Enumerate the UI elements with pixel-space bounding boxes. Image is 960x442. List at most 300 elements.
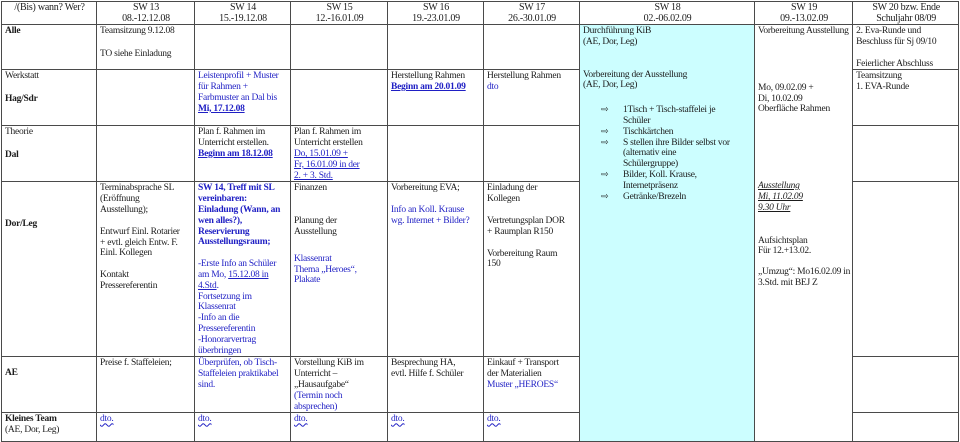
column-header — [97, 2, 195, 25]
paragraph — [5, 150, 94, 161]
paragraph — [294, 369, 385, 380]
text-run: Tischkärtchen — [623, 126, 674, 137]
text-run: Preise f. Staffeleien; — [100, 358, 172, 369]
text-run: (Eröffnung — [100, 194, 140, 205]
text-run: Überprüfen, ob Tisch- — [198, 358, 277, 369]
text-run: Vorbereitung EVA; — [391, 183, 460, 194]
paragraph — [487, 183, 577, 194]
paragraph — [198, 259, 288, 270]
bullet-text — [623, 105, 715, 116]
paragraph — [758, 94, 850, 105]
paragraph — [487, 249, 577, 260]
text-run: Teamsitzung — [856, 71, 902, 82]
paragraph — [487, 369, 577, 380]
text-run: Ausstellung); — [100, 204, 148, 215]
paragraph — [487, 216, 577, 227]
paragraph — [198, 104, 288, 115]
column-header-line1: /(Bis) wann? Wer? — [14, 2, 85, 13]
text-run: überbringen — [198, 345, 242, 356]
paragraph — [100, 270, 192, 281]
paragraph — [294, 216, 385, 227]
paragraph — [198, 216, 288, 227]
text-run: (AE, Dor, Leg) — [583, 80, 638, 91]
text-run: Muster „HEROES“ — [487, 379, 558, 390]
text-run: Getränke/Brezeln — [623, 191, 686, 202]
text-run: Vorbereitung der Ausstellung — [583, 69, 688, 80]
text-run: sind. — [198, 379, 215, 390]
paragraph — [100, 26, 192, 37]
paragraph — [487, 380, 577, 391]
table-cell — [291, 25, 388, 70]
row-label-alle — [2, 25, 97, 70]
paragraph — [391, 205, 481, 216]
paragraph — [198, 237, 288, 248]
paragraph — [583, 26, 752, 37]
text-run: . — [216, 280, 219, 291]
text-run: Dor/Leg — [5, 219, 38, 230]
paragraph — [856, 26, 956, 37]
column-header-line2: 19.-23.01.09 — [412, 12, 460, 24]
text-run: Pressereferentin — [198, 323, 256, 334]
paragraph — [198, 138, 288, 149]
paragraph — [198, 324, 288, 335]
text-run: wen alles?), — [198, 215, 242, 226]
text-run: Farbmuster an Dal bis — [198, 92, 277, 103]
column-header-line2: 08.-12.12.08 — [122, 12, 170, 24]
text-run: Vorbereitung Ausstellung — [758, 26, 849, 36]
text-run: 1Tisch + Tisch-staffelei je — [623, 105, 716, 116]
paragraph — [5, 425, 94, 436]
text-run: evtl. Hilfe f. Schüler — [391, 369, 464, 380]
text-run: -Erste Info an Schüler — [198, 259, 277, 270]
column-header-line2: 02.-06.02.09 — [643, 12, 692, 24]
row-label-ae — [2, 357, 97, 413]
table-cell — [291, 357, 388, 413]
text-run: Herstellung Rahmen — [391, 71, 465, 82]
table-cell — [291, 70, 388, 126]
table-cell — [97, 126, 195, 182]
text-run: Alle — [5, 26, 21, 36]
text-run: Mo, 09.02.09 + — [758, 82, 814, 93]
text-run: Fr, 16.01.09 in der — [294, 159, 360, 170]
paragraph — [856, 59, 956, 70]
paragraph — [198, 313, 288, 324]
column-header — [388, 2, 484, 25]
text-run: Vorstellung KiB im — [294, 358, 364, 369]
table-cell — [853, 182, 959, 357]
paragraph — [294, 138, 385, 149]
text-run: S stellen ihre Bilder selbst vor — [623, 137, 730, 148]
column-header — [580, 2, 755, 25]
paragraph — [391, 358, 481, 369]
column-header — [291, 2, 388, 25]
column-header-line1: SW 14 — [229, 2, 257, 13]
column-header-line1: SW 16 — [422, 2, 450, 13]
paragraph — [198, 205, 288, 216]
arrow-right-icon: ⇨ — [601, 105, 609, 116]
text-run: „Umzug“: Mo16.02.09 in — [758, 267, 851, 278]
table-cell — [484, 70, 580, 126]
paragraph — [758, 246, 850, 257]
paragraph — [294, 127, 385, 138]
paragraph — [294, 265, 385, 276]
text-run: + evtl. gleich Entw. F. — [100, 237, 178, 248]
text-run: für Rahmen + — [198, 82, 248, 93]
column-header-line1: SW 17 — [518, 2, 546, 13]
text-run: Besprechung HA, — [391, 358, 456, 369]
paragraph — [294, 402, 385, 413]
table-cell — [484, 126, 580, 182]
paragraph — [487, 71, 577, 82]
column-header — [755, 2, 853, 25]
paragraph — [5, 71, 94, 82]
text-run: Thema „Heroes“, — [294, 264, 357, 275]
paragraph — [758, 278, 850, 289]
table-cell — [97, 357, 195, 413]
text-run: (AE, Dor, Leg) — [583, 36, 638, 47]
paragraph — [487, 259, 577, 270]
paragraph — [198, 346, 288, 357]
table-cell — [580, 25, 755, 442]
text-run: Theorie — [5, 127, 33, 138]
text-run: (alternativ eine — [623, 148, 677, 159]
text-run: Kleines Team — [5, 414, 57, 425]
text-run: (AE, Dor, Leg) — [5, 425, 60, 436]
bullet-text — [623, 138, 730, 149]
paragraph — [198, 82, 288, 93]
text-run: am Mo, — [198, 269, 229, 280]
text-run: Herstellung Rahmen — [487, 71, 561, 82]
text-run: Unterricht – — [294, 369, 338, 380]
text-run: „Hausaufgabe“ — [294, 379, 349, 390]
text-run: Dal — [5, 150, 19, 161]
column-header-line1: SW 13 — [132, 2, 160, 13]
text-run: 4.Std — [198, 280, 217, 291]
paragraph — [198, 127, 288, 138]
text-run: Entwurf Einl. Rotarier — [100, 226, 180, 237]
paragraph — [100, 238, 192, 249]
table-cell — [195, 182, 291, 357]
table-cell — [291, 413, 388, 442]
text-run: 3.Std. mit BEJ Z — [758, 277, 818, 288]
table-cell — [484, 182, 580, 357]
table-cell — [388, 182, 484, 357]
arrow-right-icon: ⇨ — [601, 137, 609, 148]
text-run: Klassenrat — [198, 302, 236, 313]
paragraph — [856, 82, 956, 93]
paragraph — [391, 216, 481, 227]
paragraph — [583, 37, 752, 48]
table-cell — [853, 70, 959, 126]
paragraph — [391, 414, 481, 425]
paragraph — [100, 414, 192, 425]
column-header — [2, 2, 97, 25]
paragraph — [198, 369, 288, 380]
text-run: der Materialien — [487, 369, 542, 380]
bullet-text — [623, 170, 697, 181]
table-cell — [195, 25, 291, 70]
text-run: Für 12.+13.02. — [758, 246, 812, 257]
paragraph — [758, 192, 850, 203]
arrow-right-icon: ⇨ — [601, 126, 609, 137]
paragraph — [487, 194, 577, 205]
text-run: Einkauf + Transport — [487, 358, 559, 369]
paragraph — [294, 171, 385, 182]
text-run: 1. EVA-Runde — [856, 82, 909, 93]
paragraph — [487, 82, 577, 93]
paragraph — [623, 148, 752, 159]
text-run: Einl. Kollegen — [100, 248, 152, 259]
text-run: Ausstellung — [758, 181, 800, 192]
text-run: dto. — [391, 414, 405, 425]
column-header — [853, 2, 959, 25]
text-run: + Raumplan R150 — [487, 226, 553, 237]
paragraph — [294, 414, 385, 425]
paragraph — [294, 380, 385, 391]
text-run: Mi, 17.12.08 — [198, 103, 245, 114]
paragraph — [294, 227, 385, 238]
text-run: SW 14, Treff mit SL — [198, 183, 275, 194]
bullet-item — [583, 138, 752, 149]
text-run: Feierlicher Abschluss — [856, 58, 933, 69]
text-run: Di, 10.02.09 — [758, 93, 803, 104]
paragraph — [100, 248, 192, 259]
paragraph — [198, 183, 288, 194]
paragraph — [758, 26, 850, 37]
column-header — [484, 2, 580, 25]
column-header-line2: 09.-13.02.09 — [780, 12, 828, 24]
paragraph — [294, 183, 385, 194]
table-cell — [195, 413, 291, 442]
paragraph — [294, 254, 385, 265]
text-run: Plakate — [294, 275, 321, 286]
table-cell — [388, 70, 484, 126]
paragraph — [100, 194, 192, 205]
paragraph — [758, 104, 850, 115]
table-cell — [291, 126, 388, 182]
text-run: Mi, 11.02.09 — [758, 191, 803, 202]
paragraph — [294, 275, 385, 286]
column-header-line2: 26.-30.01.09 — [508, 12, 556, 24]
table-row-alle — [2, 25, 959, 70]
paragraph — [758, 203, 850, 214]
text-run: -Info an die — [198, 313, 240, 324]
paragraph — [198, 93, 288, 104]
bullet-item — [583, 192, 752, 203]
table-cell — [97, 70, 195, 126]
paragraph — [294, 358, 385, 369]
paragraph — [5, 414, 94, 425]
text-run: Beginn am 18.12.08 — [198, 148, 273, 159]
text-run: dto. — [487, 414, 501, 425]
paragraph — [198, 270, 288, 281]
text-run: Einladung (Wann, an — [198, 204, 281, 215]
text-run: Do, 15.01.09 + — [294, 148, 348, 159]
text-run: TO siehe Einladung — [100, 48, 172, 59]
paragraph — [5, 219, 94, 230]
schedule-body — [2, 25, 959, 442]
table-cell — [484, 25, 580, 70]
column-header-line2: 15.-19.12.08 — [219, 12, 267, 24]
header-row — [2, 2, 959, 25]
text-run: Werkstatt — [5, 71, 39, 82]
table-cell — [388, 25, 484, 70]
text-run: 2. Eva-Runde und — [856, 26, 922, 36]
text-run: vereinbaren: — [198, 194, 247, 205]
text-run: dto. — [100, 414, 114, 425]
paragraph — [583, 80, 752, 91]
text-run: wg. Internet + Bilder? — [391, 215, 470, 226]
text-run: Durchführung KiB — [583, 26, 652, 36]
table-cell — [195, 357, 291, 413]
paragraph — [758, 236, 850, 247]
table-cell — [853, 413, 959, 442]
text-run: Beschluss für Sj 09/10 — [856, 36, 937, 47]
text-run: Klassenrat — [294, 253, 332, 264]
column-header-line1: SW 20 bzw. Ende — [872, 2, 940, 13]
text-run: Aufsichtsplan — [758, 235, 808, 246]
text-run: Staffeleien praktikabel — [198, 369, 279, 380]
paragraph — [100, 227, 192, 238]
paragraph — [856, 37, 956, 48]
paragraph — [487, 358, 577, 369]
text-run: 15.12.08 in — [228, 269, 269, 280]
table-cell — [484, 413, 580, 442]
text-run: 2. + 3. Std. — [294, 170, 333, 181]
text-run: dto. — [198, 414, 212, 425]
column-header-line1: SW 18 — [654, 2, 681, 13]
table-cell — [97, 413, 195, 442]
paragraph — [391, 71, 481, 82]
row-label-theorie — [2, 126, 97, 182]
paragraph — [100, 281, 192, 292]
paragraph — [5, 127, 94, 138]
paragraph — [856, 71, 956, 82]
text-run: Vertretungsplan DOR — [487, 215, 565, 226]
text-run: 150 — [487, 259, 501, 270]
paragraph — [391, 183, 481, 194]
bullet-text — [623, 192, 686, 203]
text-run: Reservierung — [198, 226, 250, 237]
text-run: Bilder, Koll. Krause, — [623, 169, 697, 180]
text-run: Hag/Sdr — [5, 94, 38, 105]
bullet-item — [583, 105, 752, 116]
text-run: Terminabsprache SL — [100, 183, 175, 194]
paragraph — [100, 183, 192, 194]
text-run: Planung der — [294, 216, 337, 227]
text-run: -Honorarvertrag — [198, 334, 256, 345]
paragraph — [198, 281, 288, 292]
text-run: Internetpräsenz — [623, 180, 678, 191]
table-cell — [195, 70, 291, 126]
table-cell — [388, 126, 484, 182]
table-cell — [97, 182, 195, 357]
text-run: dto — [487, 82, 499, 93]
paragraph — [758, 83, 850, 94]
text-run: Teamsitzung 9.12.08 — [100, 26, 175, 36]
paragraph — [198, 149, 288, 160]
table-cell — [388, 413, 484, 442]
paragraph — [198, 227, 288, 238]
text-run: Einladung der — [487, 183, 538, 194]
paragraph — [198, 414, 288, 425]
paragraph — [294, 149, 385, 160]
column-header — [195, 2, 291, 25]
paragraph — [198, 292, 288, 303]
paragraph — [198, 358, 288, 369]
paragraph — [100, 205, 192, 216]
paragraph — [198, 194, 288, 205]
paragraph — [758, 181, 850, 192]
text-run: 9.30 Uhr — [758, 202, 791, 213]
paragraph — [623, 116, 752, 127]
paragraph — [198, 71, 288, 82]
text-run: Info an Koll. Krause — [391, 205, 465, 216]
text-run: Plan f. Rahmen im — [294, 127, 361, 138]
paragraph — [5, 26, 94, 37]
paragraph — [623, 159, 752, 170]
text-run: Unterricht erstellen. — [198, 138, 269, 149]
paragraph — [758, 267, 850, 278]
column-header-line2: 12.-16.01.09 — [315, 12, 364, 24]
column-header-line2: Schuljahr 08/09 — [876, 12, 937, 24]
arrow-right-icon: ⇨ — [601, 191, 609, 202]
paragraph — [391, 369, 481, 380]
table-cell — [484, 357, 580, 413]
bullet-item — [583, 127, 752, 138]
text-run: Plan f. Rahmen im — [198, 127, 265, 138]
table-cell — [755, 25, 853, 442]
paragraph — [100, 358, 192, 369]
text-run: Finanzen — [294, 183, 327, 194]
table-cell — [291, 182, 388, 357]
text-run: Ausstellung — [294, 226, 337, 237]
paragraph — [5, 368, 94, 379]
paragraph — [198, 302, 288, 313]
table-cell — [853, 126, 959, 182]
text-run: Oberfläche Rahmen — [758, 104, 830, 115]
text-run: Kollegen — [487, 194, 520, 205]
column-header-line1: SW 15 — [326, 2, 353, 13]
column-header-line1: SW 19 — [791, 2, 818, 13]
text-run: Beginn am 20.01.09 — [391, 82, 466, 93]
paragraph — [198, 335, 288, 346]
schedule-table — [1, 1, 959, 442]
paragraph — [198, 380, 288, 391]
text-run: Unterricht erstellen — [294, 138, 363, 149]
text-run: Pressereferentin — [100, 280, 158, 291]
paragraph — [294, 160, 385, 171]
text-run: Fortsetzung im — [198, 291, 252, 302]
table-cell — [195, 126, 291, 182]
row-label-kleines-team — [2, 413, 97, 442]
text-run: absprechen) — [294, 401, 338, 412]
row-label-dor-leg — [2, 182, 97, 357]
arrow-right-icon: ⇨ — [601, 169, 609, 180]
paragraph — [294, 391, 385, 402]
text-run: Schülergruppe) — [623, 159, 678, 170]
table-cell — [853, 25, 959, 70]
text-run: (Termin noch — [294, 390, 343, 401]
bullet-text — [623, 127, 673, 138]
paragraph — [583, 70, 752, 81]
text-run: AE — [5, 368, 18, 379]
text-run: Kontakt — [100, 270, 129, 281]
paragraph — [391, 82, 481, 93]
text-run: dto. — [294, 414, 308, 425]
paragraph — [487, 414, 577, 425]
text-run: Leistenprofil + Muster — [198, 71, 279, 82]
